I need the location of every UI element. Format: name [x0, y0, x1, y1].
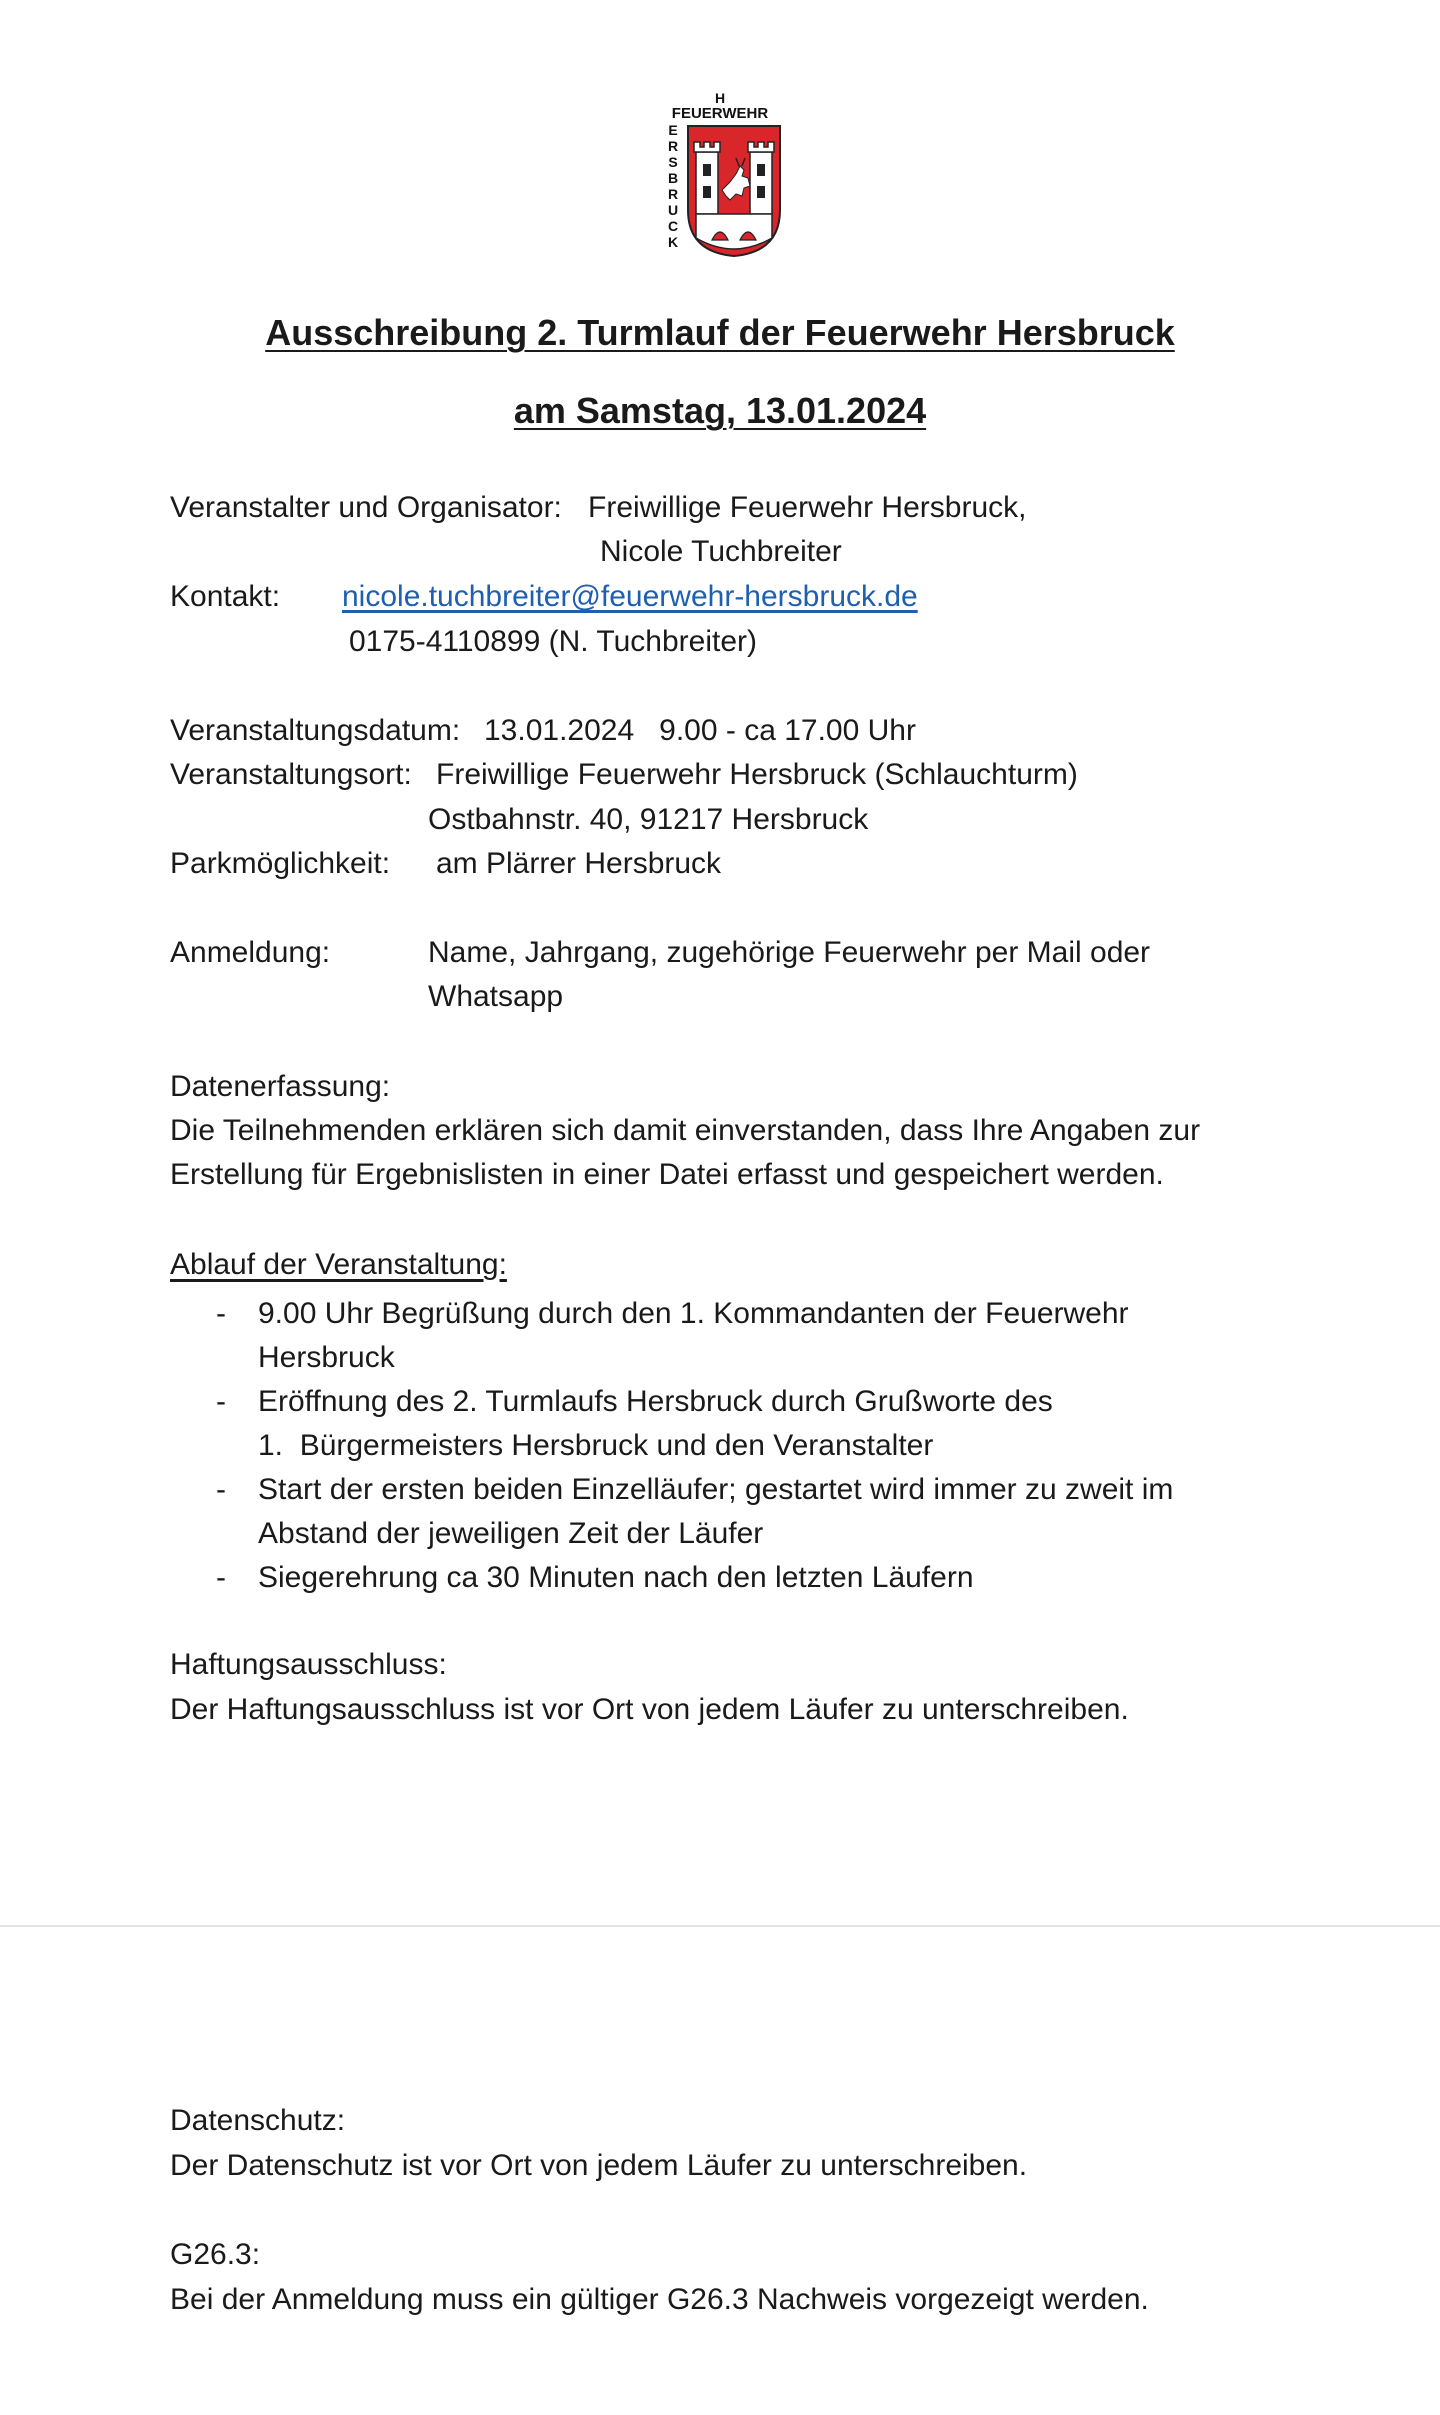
schedule-heading: Ablauf der Veranstaltung:	[170, 1248, 507, 1281]
parking-label: Parkmöglichkeit:	[170, 847, 391, 880]
event-place-value-1: Freiwillige Feuerwehr Hersbruck (Schlauchturm)	[436, 758, 1078, 791]
organizer-value-2: Nicole Tuchbreiter	[600, 535, 842, 568]
svg-text:U: U	[667, 202, 679, 218]
contact-phone: 0175-4110899 (N. Tuchbreiter)	[349, 625, 758, 658]
organizer-label: Veranstalter und Organisator:	[170, 491, 562, 524]
event-place-label: Veranstaltungsort:	[170, 758, 412, 791]
liability-text: Der Haftungsausschluss ist vor Ort von jedem Läufer zu unterschreiben.	[170, 1693, 1129, 1726]
logo-vertical-letters	[668, 122, 678, 250]
liability-heading: Haftungsausschluss:	[170, 1648, 447, 1681]
feuerwehr-hersbruck-logo	[650, 90, 790, 260]
schedule-item	[170, 1556, 1250, 1600]
schedule-item-text: Start der ersten beiden Einzelläufer; gestartet wird immer zu zweit im Abstand der jeweiligen Zeit der Läufer	[258, 1473, 1174, 1550]
svg-text:C: C	[667, 218, 679, 234]
list-dash: -	[216, 1473, 226, 1506]
svg-text:E: E	[668, 122, 678, 138]
registration-value: Name, Jahrgang, zugehörige Feuerwehr per Mail oder Whatsapp	[428, 936, 1151, 1013]
schedule-item-text: Siegerehrung ca 30 Minuten nach den letzten Läufern	[258, 1561, 974, 1594]
data-capture-heading: Datenerfassung:	[170, 1070, 391, 1103]
svg-text:R: R	[667, 186, 679, 202]
list-dash: -	[216, 1385, 226, 1418]
contact-label: Kontakt:	[170, 580, 281, 613]
svg-text:R: R	[667, 138, 679, 154]
schedule-item-text: 9.00 Uhr Begrüßung durch den 1. Kommandanten der Feuerwehr Hersbruck	[258, 1297, 1129, 1374]
coat-of-arms-icon	[650, 90, 790, 260]
svg-text:B: B	[667, 170, 679, 186]
data-capture-text: Die Teilnehmenden erklären sich damit einverstanden, dass Ihre Angaben zur Erstellung für Ergebnislisten in einer Datei erfasst und gespeichert werden.	[170, 1114, 1201, 1191]
contact-email-link[interactable]: nicole.tuchbreiter@feuerwehr-hersbruck.de	[342, 580, 918, 613]
privacy-heading: Datenschutz:	[170, 2104, 346, 2137]
g263-heading: G26.3:	[170, 2238, 261, 2271]
event-place-value-2: Ostbahnstr. 40, 91217 Hersbruck	[428, 803, 869, 836]
parking-value: am Plärrer Hersbruck	[436, 847, 722, 880]
schedule-item	[170, 1292, 1250, 1380]
svg-text:S: S	[668, 154, 678, 170]
page-divider	[0, 1925, 1440, 1927]
schedule-item	[170, 1380, 1250, 1468]
list-dash: -	[216, 1297, 226, 1330]
logo-text-feuerwehr: FEUERWEHR	[671, 105, 769, 122]
svg-text:K: K	[667, 234, 679, 250]
page-title: Ausschreibung 2. Turmlauf der Feuerwehr Hersbruck	[265, 312, 1175, 353]
list-dash: -	[216, 1561, 226, 1594]
schedule-list	[170, 1292, 1250, 1600]
g263-text: Bei der Anmeldung muss ein gültiger G26.3 Nachweis vorgezeigt werden.	[170, 2283, 1149, 2316]
schedule-item-text: Eröffnung des 2. Turmlaufs Hersbruck durch Grußworte des 1. Bürgermeisters Hersbruck und den Veranstalter	[258, 1385, 1053, 1462]
organizer-value-1: Freiwillige Feuerwehr Hersbruck,	[588, 491, 1027, 524]
event-date-label: Veranstaltungsdatum:	[170, 714, 461, 747]
logo-letter-h: H	[714, 90, 726, 106]
registration-label: Anmeldung:	[170, 936, 331, 969]
page-subtitle-date: am Samstag, 13.01.2024	[513, 390, 927, 431]
privacy-text: Der Datenschutz ist vor Ort von jedem Läufer zu unterschreiben.	[170, 2149, 1028, 2182]
schedule-item	[170, 1468, 1250, 1556]
event-date-value: 13.01.2024 9.00 - ca 17.00 Uhr	[484, 714, 916, 747]
